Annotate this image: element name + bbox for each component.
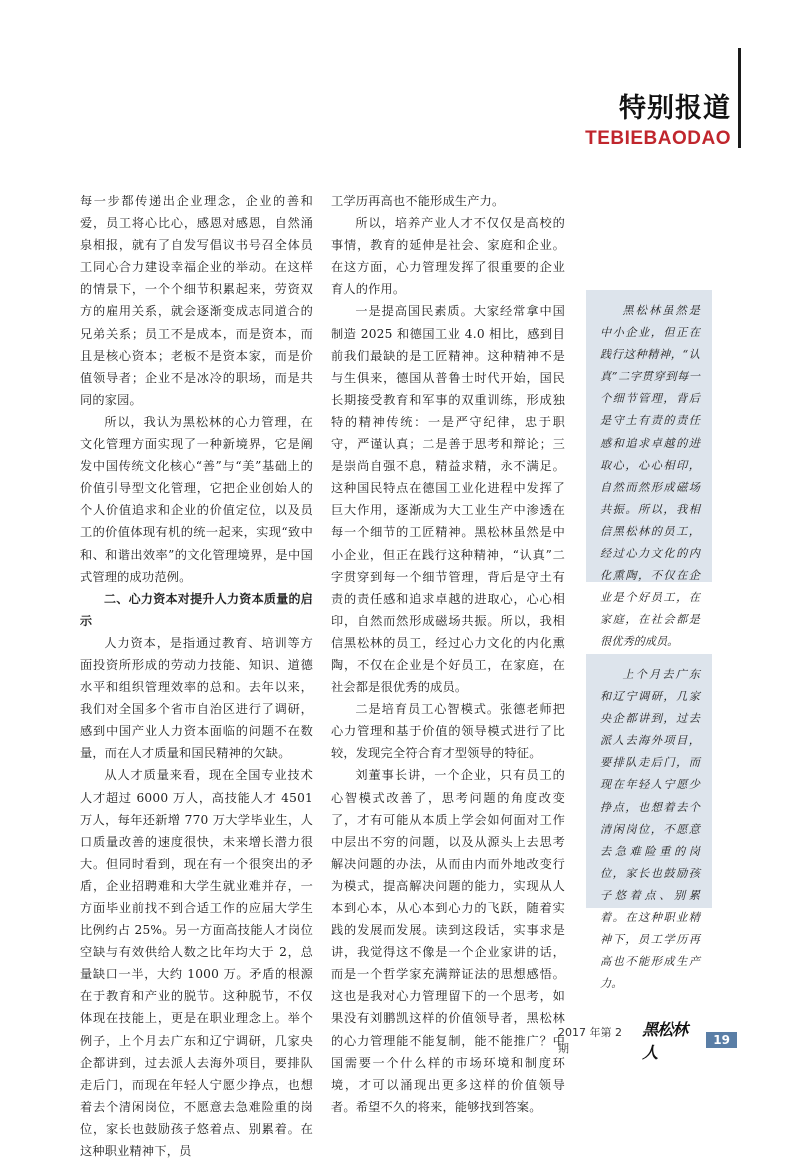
- paragraph: 一是提高国民素质。大家经常拿中国制造 2025 和德国工业 4.0 相比，感到目前我们最缺的是工匠精神。这种精神不是与生俱来，德国从普鲁士时代开始，国民长期接受教育和军事的双重训练，形成独特的精神传统：一是严守纪律，忠于职守，严谨认真；二是善于思考和辩论；三是崇尚自强不息，精益求精，永不满足。这种国民特点在德国工业化进程中发挥了巨大作用，逐渐成为大工业生产中渗透在每一个细节的工匠精神。黑松林虽然是中小企业，但正在践行这种精神，“认真”二字贯穿到每一个细节管理，背后是守土有责的责任感和追求卓越的进取心，心心相印，自然而然形成磁场共振。所以，我相信黑松林的员工，经过心力文化的内化熏陶，不仅在企业是个好员工，在家庭，在社会都是很优秀的成员。: [331, 304, 565, 695]
- paragraph: 刘董事长讲，一个企业，只有员工的心智模式改善了，思考问题的角度改变了，才有可能从本质上学会如何面对工作中层出不穷的问题，以及从源头上去思考解决问题的办法，从而由内而外地改变行为模式，提高解决问题的能力，实现从人本到心本，从心本到心力的飞跃，随着实践的发展而发展。读到这段话，实事求是讲，我觉得这不像是一个企业家讲的话，而是一个哲学家充满辩证法的思想感悟。这也是我对心力管理留下的一个思考，如果没有刘鹏凯这样的价值领导者，黑松林的心力管理能不能复制，能不能推广？中国需要一个什么样的市场环境和制度环境，才可以涌现出更多这样的价值领导者。希望不久的将来，能够找到答案。: [331, 768, 565, 1114]
- page-footer: [558, 1020, 737, 1062]
- paragraph: 从人才质量来看，现在全国专业技术人才超过 6000 万人，高技能人才 4501 万人，每年还新增 770 万大学毕业生，人口质量改善的速度很快，未来增长潜力很大。但同时看到，现在有一个很突出的矛盾，企业招聘难和大学生就业难并存，一方面毕业前找不到合适工作的应届大学生比例约占 25%。另一方面高技能人才岗位空缺与有效供给人数之比年均大于 2，总量缺口一半，大约 1000 万。矛盾的根源在于教育和产业的脱节。这种脱节，不仅体现在技能上，更是在职业理念上。举个例子，上个月去广东和辽宁调研，几家央企都讲到，过去派人去海外项目，要排队走后门，而现在年轻人宁愿少挣点，也想着去个清闲岗位，不愿意去急难险重的岗位，家长也鼓励孩子悠着点、别累着。在这种职业精神下，员: [80, 768, 313, 1159]
- pull-quote-2: [586, 654, 712, 991]
- section-title: 特别报道: [619, 93, 731, 124]
- text-column-left: [80, 190, 313, 1162]
- header-divider: [738, 48, 741, 148]
- paragraph: 所以，我认为黑松林的心力管理，在文化管理方面实现了一种新境界，它是阐发中国传统文化核心“善”与“美”基础上的价值引导型文化管理，它把企业创始人的个人价值追求和企业的价值定位，以及员工的价值体现有机的统一起来，实现“致中和、和谐出效率”的文化管理境界，是中国式管理的成功范例。: [80, 414, 313, 584]
- magazine-logo: 黑松林人: [642, 1020, 688, 1062]
- pull-quote-1: [586, 290, 712, 649]
- paragraph: 所以，培养产业人才不仅仅是高校的事情，教育的延伸是社会、家庭和企业。在这方面，心力管理发挥了很重要的企业育人的作用。: [331, 216, 565, 297]
- pull-quote-text: 上个月去广东和辽宁调研，几家央企都讲到，过去派人去海外项目，要排队走后门，而现在年轻人宁愿少挣点，也想着去个清闲岗位，不愿意去急难险重的岗位，家长也鼓励孩子悠着点、别累着。在这种职业精神下，员工学历再高也不能形成生产力。: [600, 668, 700, 991]
- section-heading: 二、心力资本对提升人力资本质量的启示: [80, 591, 313, 628]
- pull-quote-text: 黑松林虽然是中小企业，但正在践行这种精神，“认真”二字贯穿到每一个细节管理，背后是守土有责的责任感和追求卓越的进取心，心心相印，自然而然形成磁场共振。所以，我相信黑松林的员工，经过心力文化的内化熏陶，不仅在企业是个好员工，在家庭，在社会都是很优秀的成员。: [600, 304, 700, 649]
- page-number: 19: [706, 1032, 737, 1048]
- section-title-pinyin: TEBIEBAODAO: [585, 128, 731, 149]
- paragraph: 二是培育员工心智模式。张德老师把心力管理和基于价值的领导模式进行了比较，发现完全符合育才型领导的特征。: [331, 702, 565, 761]
- paragraph: 人力资本，是指通过教育、培训等方面投资所形成的劳动力技能、知识、道德水平和组织管理效率的总和。去年以来，我们对全国多个省市自治区进行了调研，感到中国产业人力资本面临的问题不在数量，而在人才质量和国民精神的欠缺。: [80, 635, 313, 761]
- paragraph: 每一步都传递出企业理念，企业的善和爱，员工将心比心，感恩对感恩，自然涌泉相报，就有了自发写倡议书号召全体员工同心合力建设幸福企业的举动。在这样的情景下，一个个细节积累起来，劳资双方的雇用关系，就会逐渐变成志同道合的兄弟关系；员工不是成本，而是资本，而且是核心资本；老板不是资本家，而是价值领导者；企业不是冰冷的职场，而是共同的家园。: [80, 194, 313, 407]
- text-column-middle: [331, 190, 565, 1118]
- paragraph: 工学历再高也不能形成生产力。: [331, 194, 505, 208]
- issue-date: 2017 年第 2 期: [558, 1026, 622, 1055]
